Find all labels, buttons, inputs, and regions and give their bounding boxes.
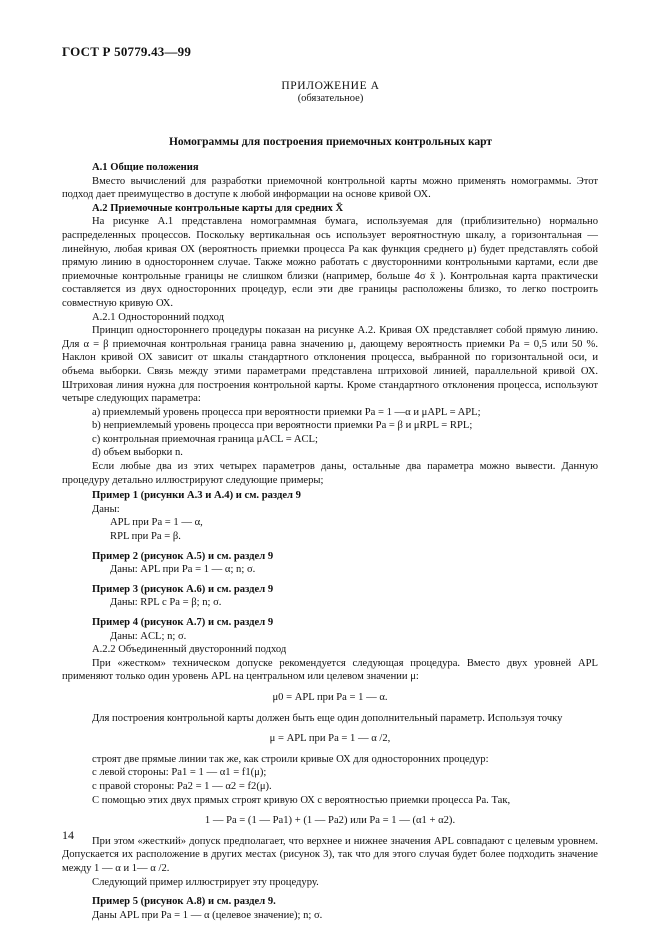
paragraph-a22: При «жестком» техническом допуске рекомендуется следующая процедура. Вместо двух уровней APL применяют только один уровень APL на центральном или целевом значении μ:	[62, 657, 598, 683]
document-body	[62, 161, 598, 922]
example-4-line: Даны: ACL; n; σ.	[110, 630, 187, 642]
paragraph-a21-2: Если любые два из этих четырех параметров даны, остальные два параметра можно вывести. Данную процедуру детально иллюстрируют следующие примеры;	[62, 461, 598, 486]
list-item-b: b) неприемлемый уровень процесса при вероятности приемки Ра = β и μRPL = RPL;	[92, 420, 473, 432]
example-2-line: Даны: APL при Ра = 1 — α; n; σ.	[110, 564, 256, 576]
left-side-line: с левой стороны: Ра1 = 1 — α1 = f1(μ);	[92, 767, 267, 779]
heading-a1: А.1 Общие положения	[92, 162, 199, 173]
right-side-line: с правой стороны: Ра2 = 1 — α2 = f2(μ).	[92, 780, 272, 792]
formula-1: μ0 = APL при Ра = 1 — α.	[272, 691, 388, 703]
example-3-title: Пример 3 (рисунок А.6) и см. раздел 9	[92, 583, 274, 595]
formula-3: 1 — Ра = (1 — Ра1) + (1 — Ра2) или Ра = 1 — (α1 + α2).	[204, 815, 456, 827]
paragraph-a22-3: строят две прямые линии так же, как строили кривые ОХ для односторонних процедур:	[92, 753, 489, 765]
appendix-title: ПРИЛОЖЕНИЕ А	[281, 80, 380, 92]
paragraph-a22-2: Для построения контрольной карты должен быть еще один дополнительный параметр. Используя точку	[92, 712, 563, 724]
example-1-line-2: RPL при Ра = β.	[110, 531, 181, 543]
heading-a2: А.2 Приемочные контрольные карты для средних X̄	[92, 202, 344, 214]
paragraph-a22-5: При этом «жесткий» допуск предполагает, что верхнее и нижнее значения APL совпадают с целевым уровнем. Допускается их расположение в других местах (рисунок 3), так что для этого случая будет более подходить значение между 1 — α и 1— α /2.	[62, 835, 598, 874]
paragraph-a1: Вместо вычислений для разработки приемочной контрольной карты можно применять номограммы. Этот подход дает преимущество в доступе к любой информации на основе кривой ОХ.	[62, 175, 598, 201]
appendix-status: (обязательное)	[297, 93, 364, 104]
example-2-title: Пример 2 (рисунок А.5) и см. раздел 9	[92, 550, 274, 562]
paragraph-a22-6: Следующий пример иллюстрирует эту процедуру.	[92, 876, 319, 888]
example-5-title: Пример 5 (рисунок А.8) и см. раздел 9.	[92, 896, 276, 908]
list-item-a: a) приемлемый уровень процесса при вероятности приемки Ра = 1 —α и μAPL = APL;	[92, 406, 481, 418]
heading-a21: А.2.1 Односторонний подход	[92, 311, 225, 323]
example-5-line: Даны APL при Ра = 1 — α (целевое значение); n; σ.	[92, 909, 323, 921]
paragraph-a2: На рисунке А.1 представлена номограммная бумага, используемая для (приблизительно) нормально распределенных процессов. Поскольку вертикальная ось использует вероятностную шкалу, а горизонтальная — линейную, любая кривая ОХ (вероятность приемки процесса Ра как функция среднего μ) будет представлять собой прямую линию в одностороннем случае. Также можно работать с двусторонними контрольными картами, если две приемочные контрольные границы не слишком близки (например, больше 4σ x̄ ). Контрольная карта практически составляется из двух односторонних процедур, если эти две границы расположены близко, то легко построить совместную кривую ОХ.	[62, 216, 598, 309]
example-3-line: Даны: RPL с Ра = β; n; σ.	[110, 597, 222, 609]
paragraph-a21: Принцип одностороннего процедуры показан на рисунке А.2. Кривая ОХ представляет собой прямую линию. Для α = β приемочная контрольная граница равна значению μ, дающему вероятность приемки Ра = 0,5 или 50 %. Наклон кривой ОХ зависит от шкалы стандартного отклонения процесса, выбранной по горизонтальной оси, и объема выборки. Связь между этими параметрами представлена штриховой линией, параллельной кривой ОХ. Штриховая линия нужна для построения контрольной карты. Кроме стандартного отклонения процесса, используют четыре следующих параметра:	[62, 325, 598, 405]
heading-a22: А.2.2 Объединенный двусторонний подход	[92, 644, 287, 656]
formula-2: μ = APL при Ра = 1 — α /2,	[269, 733, 391, 745]
page-number: 14	[62, 828, 74, 842]
example-4-title: Пример 4 (рисунок А.7) и см. раздел 9	[92, 617, 274, 628]
list-item-d: d) объем выборки n.	[92, 447, 183, 459]
example-1-title: Пример 1 (рисунки А.3 и А.4) и см. раздел 9	[92, 490, 301, 502]
example-1-line-1: APL при Ра = 1 — α,	[110, 517, 203, 529]
example-1-given: Даны:	[92, 503, 120, 515]
list-item-c: c) контрольная приемочная граница μACL = ACL;	[92, 433, 318, 445]
document-header: ГОСТ Р 50779.43—99	[62, 44, 192, 59]
paragraph-a22-4: С помощью этих двух прямых строят кривую ОХ с вероятностью приемки процесса Ра. Так,	[92, 794, 511, 806]
section-title: Номограммы для построения приемочных контрольных карт	[168, 136, 493, 148]
